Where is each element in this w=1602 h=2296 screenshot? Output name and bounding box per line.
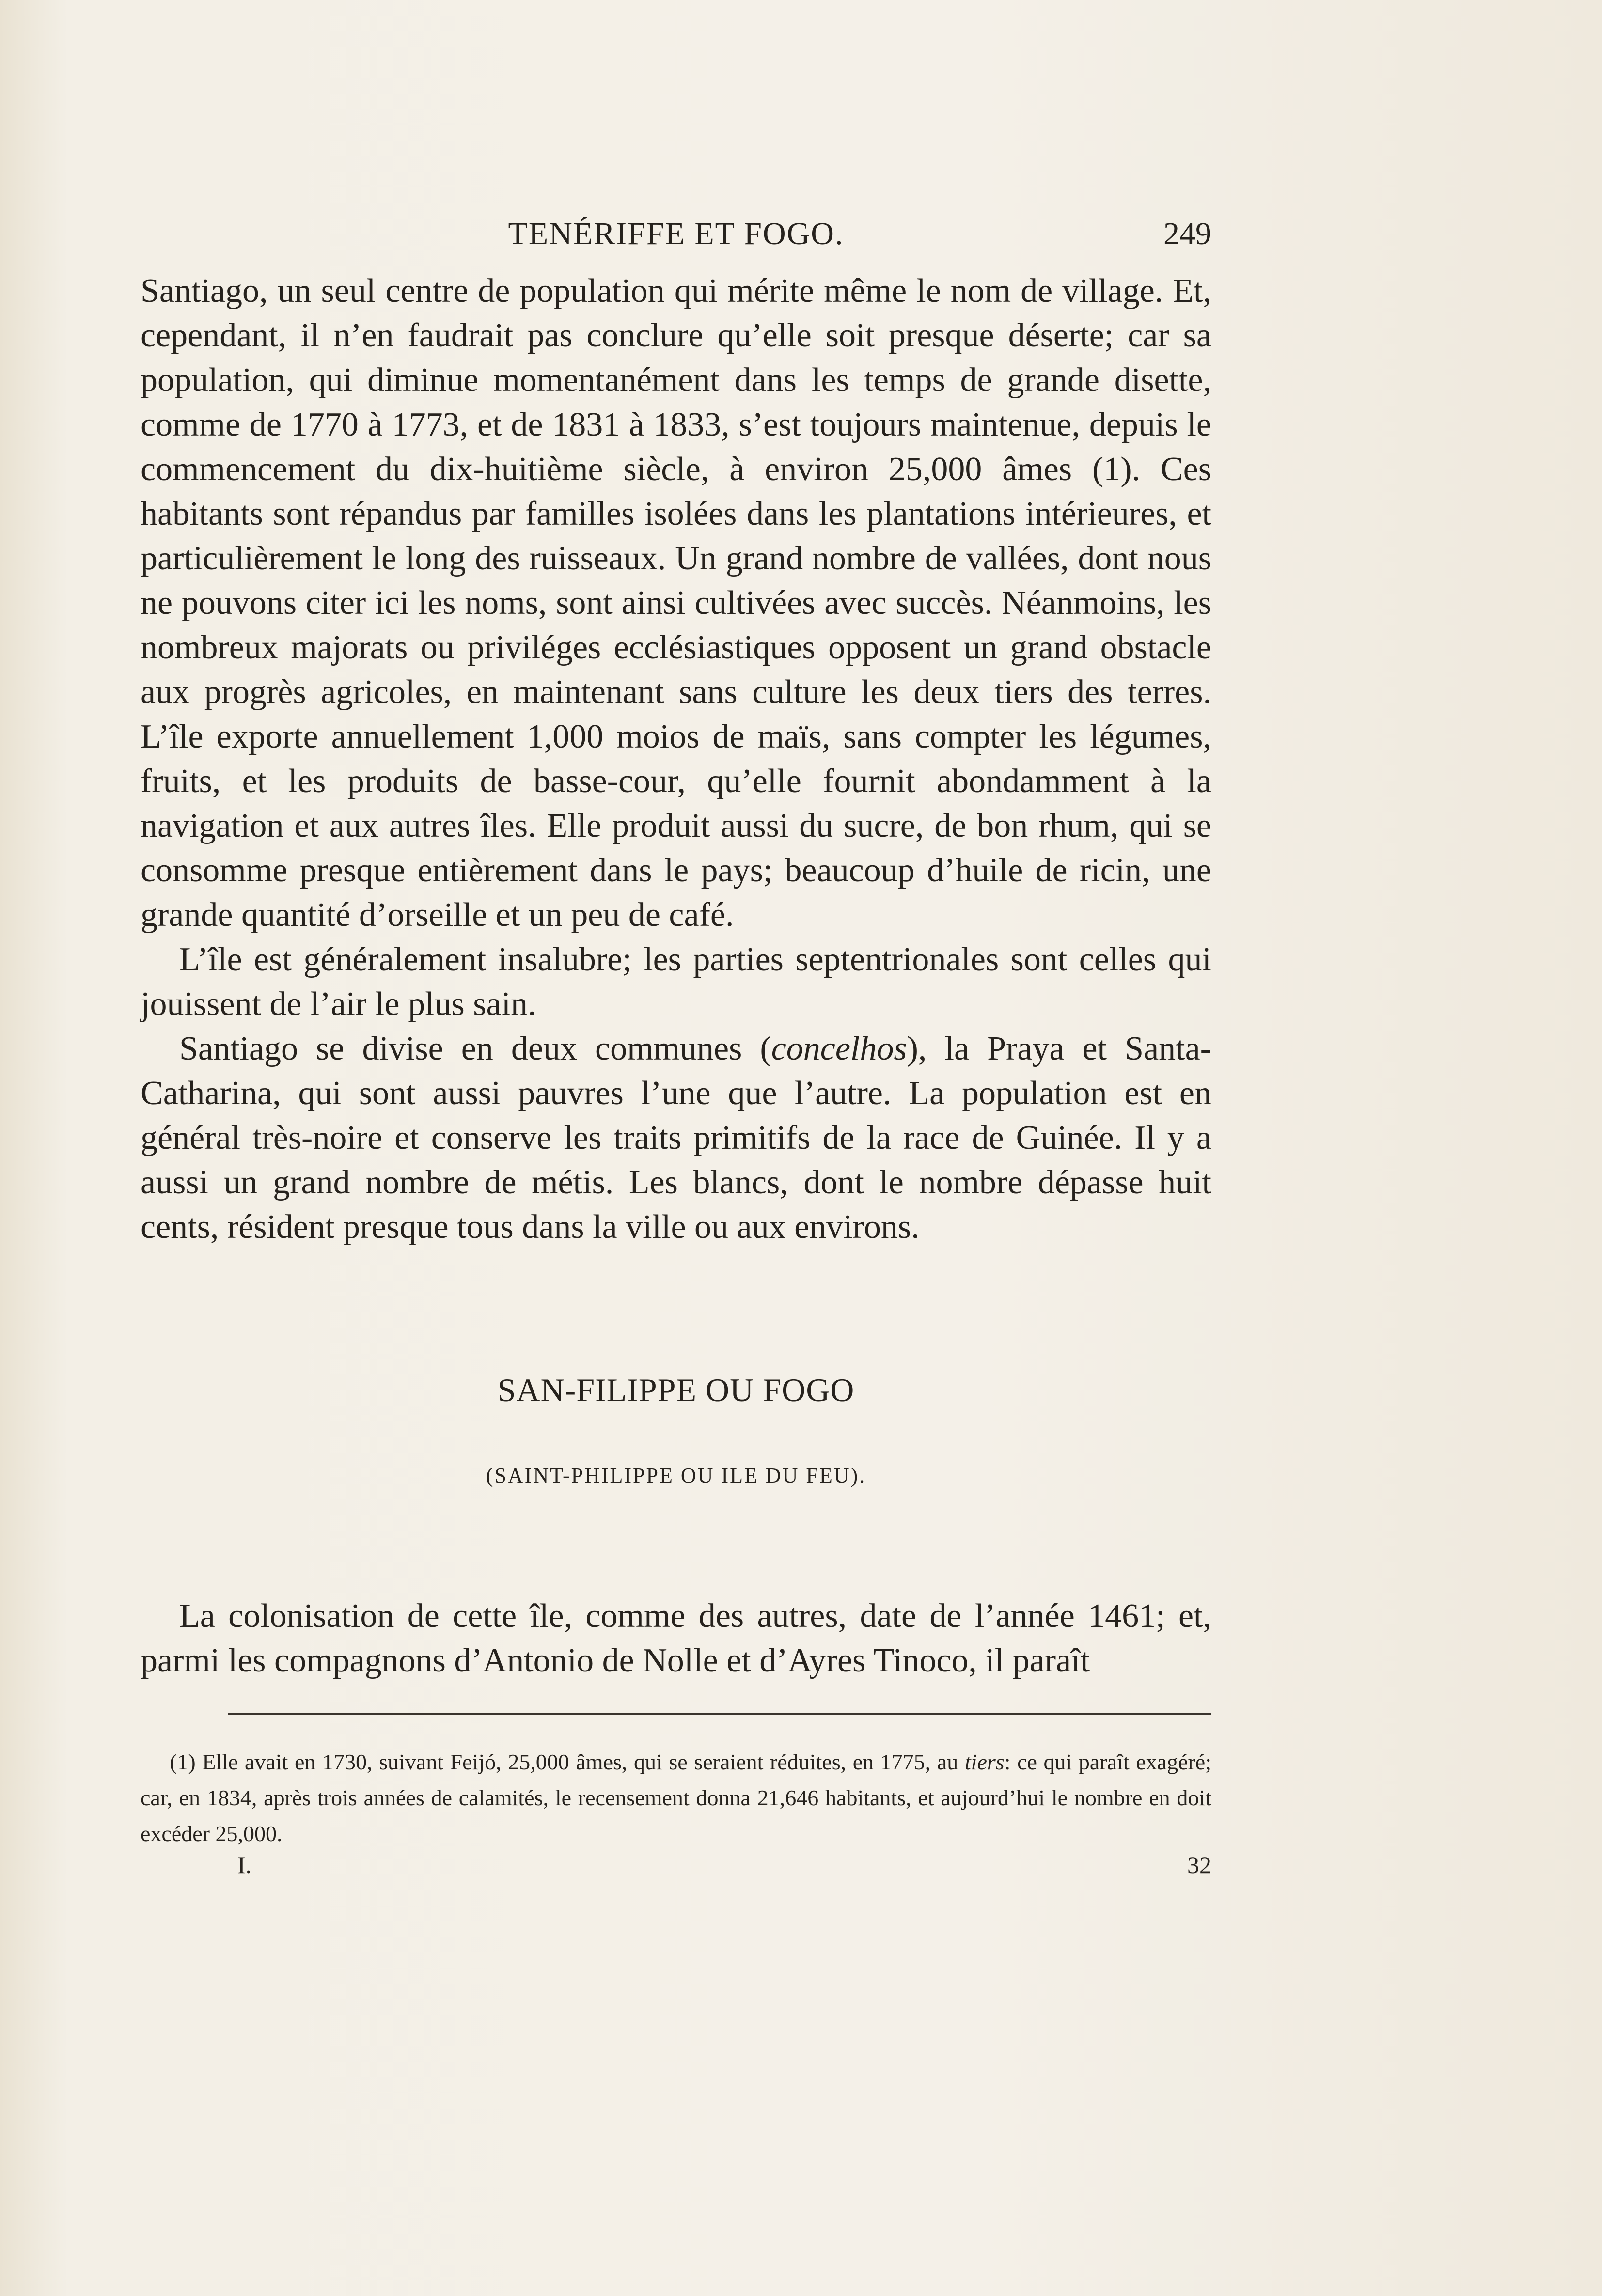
footnote-1-italic: tiers — [964, 1749, 1005, 1774]
paragraph-1: Santiago, un seul centre de population qui mérite même le nom de village. Et, cependant, il n’en faudrait pas conclure qu’elle soit presque déserte; car sa population, qui diminue momentanément dans les temps de grande disette, comme de 1770 à 1773, et de 1831 à 1833, s’est toujours maintenue, depuis le commencement du dix-huitième siècle, à environ 25,000 âmes (1). Ces habitants sont répandus par familles isolées dans les plantations intérieures, et particulièrement le long des ruisseaux. Un grand nombre de vallées, dont nous ne pouvons citer ici les noms, sont ainsi cultivées avec succès. Néanmoins, les nombreux majorats ou priviléges ecclésiastiques opposent un grand obstacle aux progrès agricoles, en maintenant sans culture les deux tiers des terres. L’île exporte annuellement 1,000 moios de maïs, sans compter les légumes, fruits, et les produits de basse-cour, qu’elle fournit abondamment à la navigation et aux autres îles. Elle produit aussi du sucre, de bon rhum, qui se consomme presque entièrement dans le pays; beaucoup d’huile de ricin, une grande quantité d’orseille et un peu de café. — [141, 272, 1211, 934]
section-subheading: (SAINT-PHILIPPE OU ILE DU FEU). — [486, 1464, 866, 1487]
paragraph-3 — [141, 1027, 1211, 1250]
main-text — [141, 269, 1211, 1250]
section-text — [141, 1594, 1211, 1683]
footnote-divider — [228, 1713, 1211, 1715]
footnote-1-start: (1) Elle avait en 1730, suivant Feijó, 25,000 âmes, qui se seraient réduites, en 1775, au — [170, 1749, 965, 1774]
paragraph-2: L’île est généralement insalubre; les parties septentrionales sont celles qui jouissent de l’air le plus sain. — [141, 941, 1211, 1023]
volume-mark: I. — [237, 1851, 252, 1878]
footnote-1 — [141, 1744, 1211, 1852]
footnote-1-end: : ce qui paraît exagéré; car, en 1834, après trois années de calamités, le recensement donna 21,646 habitants, et aujourd’hui le nombre en doit excéder 25,000. — [141, 1749, 1212, 1846]
paragraph-3-start: Santiago se divise en deux communes ( — [179, 1030, 771, 1067]
paragraph-3-italic: concelhos — [771, 1030, 907, 1067]
running-head — [141, 216, 1211, 259]
footnotes — [141, 1744, 1211, 1852]
page-number: 249 — [1163, 216, 1211, 251]
paragraph-3-end: ), la Praya et Santa-Catharina, qui sont aussi pauvres l’une que l’autre. La population est en général très-noire et conserve les traits primitifs de la race de Guinée. Il y a aussi un grand nombre de métis. Les blancs, dont le nombre dépasse huit cents, résident presque tous dans la ville ou aux environs. — [141, 1030, 1211, 1246]
section-heading: SAN-FILIPPE OU FOGO — [497, 1372, 855, 1408]
running-title: TENÉRIFFE ET FOGO. — [508, 216, 844, 251]
section-paragraph: La colonisation de cette île, comme des autres, date de l’année 1461; et, parmi les compagnons d’Antonio de Nolle et d’Ayres Tinoco, il paraît — [141, 1597, 1211, 1679]
signature-mark: 32 — [1187, 1851, 1211, 1878]
signature-line — [141, 1851, 1211, 1890]
